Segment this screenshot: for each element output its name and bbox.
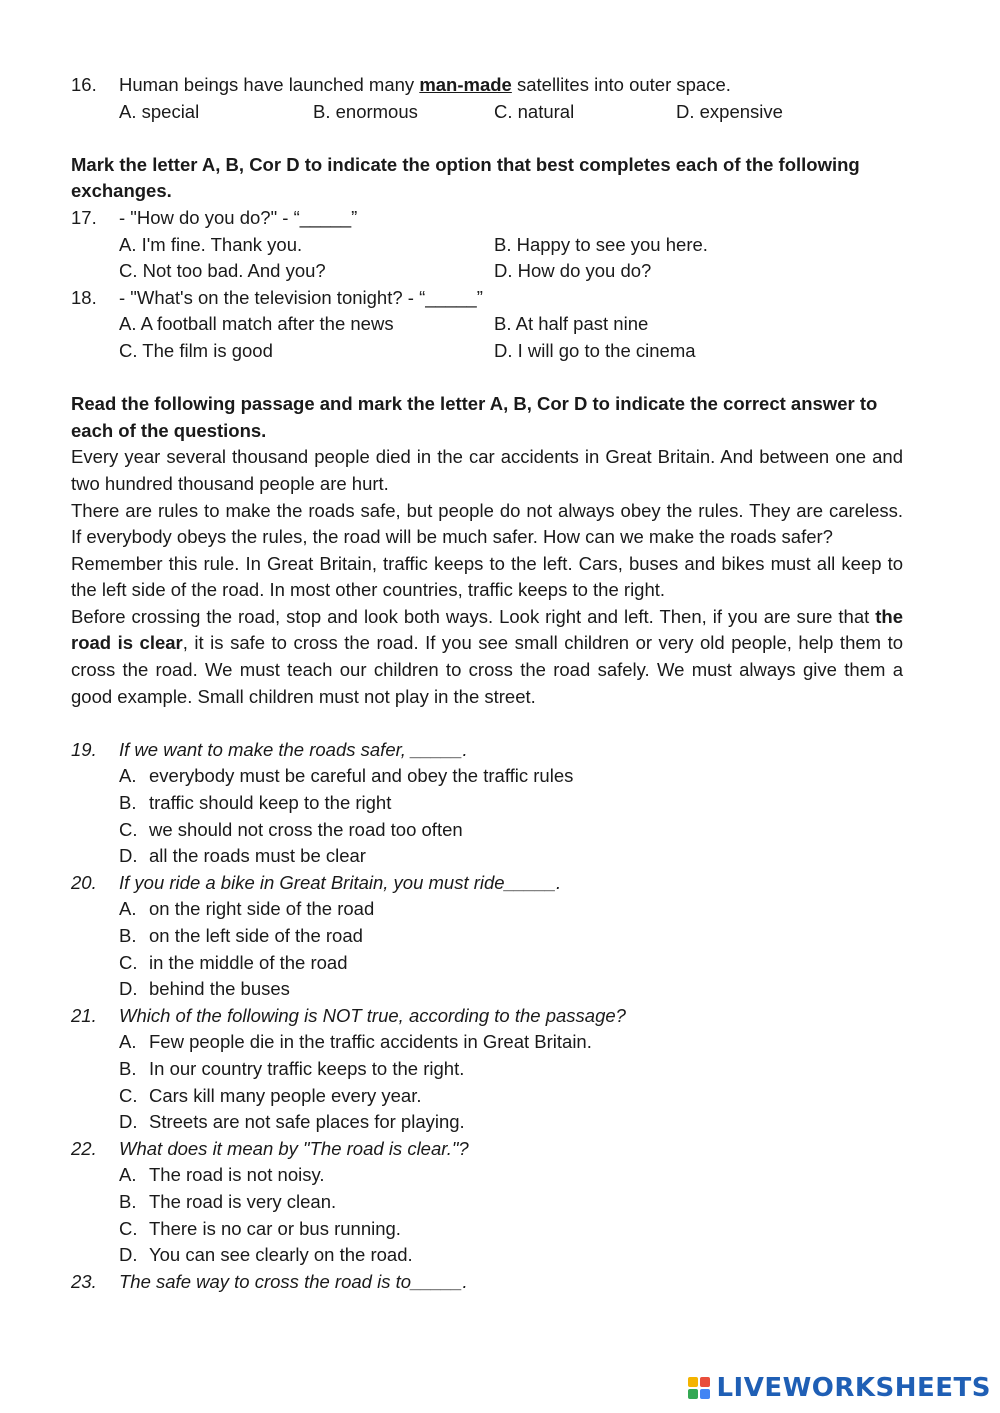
option-c[interactable]: C. Not too bad. And you? xyxy=(119,260,326,282)
option-c[interactable]: C. The film is good xyxy=(119,339,273,361)
answer-option[interactable] xyxy=(71,1056,903,1083)
question-19 xyxy=(71,737,903,764)
option-text: Streets are not safe places for playing. xyxy=(149,1111,465,1133)
option-letter: A. xyxy=(119,898,137,920)
answer-option[interactable] xyxy=(71,763,903,790)
option-a[interactable]: A. special xyxy=(119,100,200,122)
answer-option[interactable] xyxy=(71,1029,903,1056)
question-text: The safe way to cross the road is to_____. xyxy=(119,1270,468,1292)
option-d[interactable]: D. How do you do? xyxy=(494,260,652,282)
underlined-word: man-made xyxy=(419,74,512,95)
option-letter: D. xyxy=(119,978,138,1000)
passage-paragraph-3: Remember this rule. In Great Britain, traffic keeps to the left. Cars, buses and bikes must all keep to the left side of the road. In most other countries, traffic keeps to the right. xyxy=(71,552,903,601)
question-18-options-row2 xyxy=(71,338,903,365)
answer-option[interactable] xyxy=(71,923,903,950)
option-text: on the right side of the road xyxy=(149,898,375,920)
question-text: - "What's on the television tonight? - “_____” xyxy=(119,286,483,308)
answer-option[interactable] xyxy=(71,843,903,870)
option-text: all the roads must be clear xyxy=(149,845,366,867)
question-16 xyxy=(71,72,903,99)
option-letter: B. xyxy=(119,925,137,946)
question-20 xyxy=(71,870,903,897)
answer-option[interactable] xyxy=(71,1242,903,1269)
option-a[interactable]: A. A football match after the news xyxy=(119,313,394,335)
option-text: traffic should keep to the right xyxy=(149,792,392,814)
option-letter: D. xyxy=(119,845,138,867)
answer-option[interactable] xyxy=(71,1216,903,1243)
option-text: Cars kill many people every year. xyxy=(149,1084,422,1106)
option-text: The road is not noisy. xyxy=(149,1164,325,1186)
option-d[interactable]: D. I will go to the cinema xyxy=(494,339,696,361)
question-17-options-row1 xyxy=(71,232,903,259)
option-letter: D. xyxy=(119,1111,138,1133)
answer-option[interactable] xyxy=(71,1162,903,1189)
question-text: If we want to make the roads safer, _____. xyxy=(119,738,468,760)
question-16-options xyxy=(71,99,903,126)
question-number: 16. xyxy=(71,74,97,95)
option-text: everybody must be careful and obey the traffic rules xyxy=(149,765,574,787)
option-letter: A. xyxy=(119,765,137,787)
question-18 xyxy=(71,285,903,312)
passage-paragraph-1: Every year several thousand people died in the car accidents in Great Britain. And between one and two hundred thousand people are hurt. xyxy=(71,446,903,494)
passage-paragraph-2: There are rules to make the roads safe, but people do not always obey the rules. They are careless. If everybody obeys the rules, the road will be much safer. How can we make the roads safer? xyxy=(71,499,903,548)
answer-option[interactable] xyxy=(71,790,903,817)
section-instruction-exchanges: Mark the letter A, B, Cor D to indicate the option that best completes each of the following exchanges. xyxy=(71,153,860,202)
question-number: 18. xyxy=(71,286,97,308)
emphasized-phrase: the road is clear xyxy=(71,605,903,654)
question-text: Which of the following is NOT true, according to the passage? xyxy=(119,1004,626,1026)
question-text: Human beings have launched many man-made satellites into outer space. xyxy=(119,74,731,95)
option-b[interactable]: B. enormous xyxy=(313,100,418,122)
question-text: What does it mean by "The road is clear."? xyxy=(119,1137,469,1159)
question-21 xyxy=(71,1003,903,1030)
question-23 xyxy=(71,1269,903,1296)
option-text: behind the buses xyxy=(149,978,290,1000)
worksheet-page xyxy=(71,72,903,1295)
question-number: 23. xyxy=(71,1270,97,1292)
question-text: If you ride a bike in Great Britain, you must ride_____. xyxy=(119,871,562,893)
answer-option[interactable] xyxy=(71,976,903,1003)
option-letter: C. xyxy=(119,1217,138,1239)
question-22 xyxy=(71,1136,903,1163)
question-number: 21. xyxy=(71,1004,97,1026)
question-number: 19. xyxy=(71,738,97,760)
answer-option[interactable] xyxy=(71,1083,903,1110)
question-18-options-row1 xyxy=(71,311,903,338)
option-d[interactable]: D. expensive xyxy=(676,100,783,122)
option-letter: B. xyxy=(119,1190,137,1212)
section-instruction-passage: Read the following passage and mark the letter A, B, Cor D to indicate the correct answer to each of the questions. xyxy=(71,393,878,441)
option-letter: D. xyxy=(119,1244,138,1266)
option-text: You can see clearly on the road. xyxy=(149,1244,413,1266)
question-17 xyxy=(71,205,903,232)
option-letter: C. xyxy=(119,1084,138,1106)
question-number: 22. xyxy=(71,1137,97,1159)
option-text: The road is very clean. xyxy=(149,1190,337,1212)
option-text: in the middle of the road xyxy=(149,951,348,973)
logo-icon xyxy=(688,1377,710,1399)
option-text: on the left side of the road xyxy=(149,925,363,946)
option-letter: C. xyxy=(119,818,138,840)
logo-text: LIVEWORKSHEETS xyxy=(716,1373,991,1403)
answer-option[interactable] xyxy=(71,1189,903,1216)
option-c[interactable]: C. natural xyxy=(494,100,575,122)
option-text: Few people die in the traffic accidents in Great Britain. xyxy=(149,1031,592,1053)
option-text: we should not cross the road too often xyxy=(149,818,463,840)
question-number: 17. xyxy=(71,206,97,228)
answer-option[interactable] xyxy=(71,950,903,977)
option-b[interactable]: B. Happy to see you here. xyxy=(494,233,708,255)
option-letter: B. xyxy=(119,1057,137,1079)
passage-paragraph-4: Before crossing the road, stop and look both ways. Look right and left. Then, if you are sure that the road is clear, it is safe to cross the road. If you see small children or very old people, help them to cross the road. We must teach our children to cross the road safely. We must always give them a good example. Small children must not play in the street. xyxy=(71,605,903,707)
option-text: In our country traffic keeps to the right. xyxy=(149,1057,465,1079)
option-letter: A. xyxy=(119,1164,137,1186)
answer-option[interactable] xyxy=(71,817,903,844)
question-17-options-row2 xyxy=(71,258,903,285)
answer-option[interactable] xyxy=(71,896,903,923)
answer-option[interactable] xyxy=(71,1109,903,1136)
question-text: - "How do you do?" - “_____” xyxy=(119,206,358,228)
option-letter: C. xyxy=(119,951,138,973)
reading-questions xyxy=(71,737,903,1295)
option-a[interactable]: A. I'm fine. Thank you. xyxy=(119,233,303,255)
liveworksheets-logo xyxy=(688,1371,991,1405)
question-number: 20. xyxy=(71,871,97,893)
option-letter: B. xyxy=(119,792,137,814)
option-b[interactable]: B. At half past nine xyxy=(494,313,649,335)
option-letter: A. xyxy=(119,1031,137,1053)
option-text: There is no car or bus running. xyxy=(149,1217,401,1239)
